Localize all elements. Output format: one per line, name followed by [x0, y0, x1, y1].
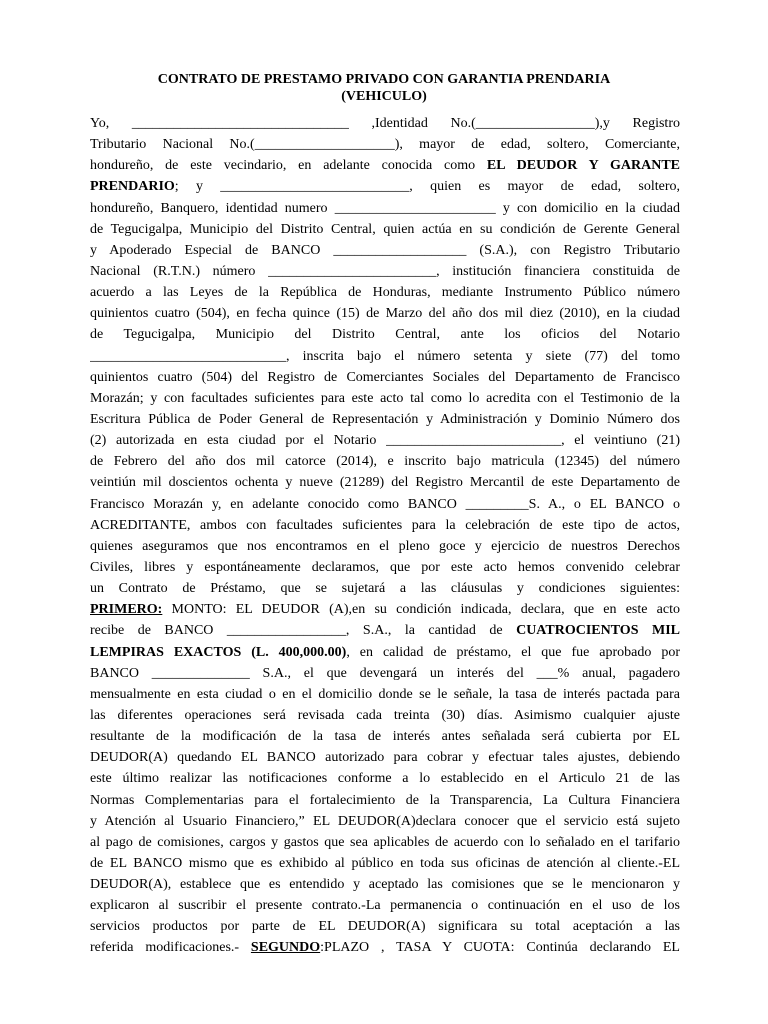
text-line [90, 768, 680, 789]
text-run: veintiún mil doscientos ochenta y nueve (21289) del Registro Mercantil de este Departamento de [90, 475, 680, 491]
text-run: Tributario Nacional No.(____________________), mayor de edad, soltero, Comerciante, [90, 137, 680, 153]
text-run: servicios productos por parte de EL DEUDOR(A) significara su total aceptación a las [90, 919, 680, 935]
text-run: Yo, _______________________________ ,Identidad No.(_________________),y Registro [90, 116, 680, 131]
text-run: hondureño, de este vecindario, en adelante conocida como [90, 158, 487, 174]
text-run: de Tegucigalpa, Municipio del Distrito Central, quien actúa en su condición de Gerente General [90, 221, 680, 237]
text-line [90, 198, 680, 219]
text-run: hondureño, Banquero, identidad numero _______________________ y con domicilio en la ciudad [90, 200, 680, 216]
text-line [90, 219, 680, 240]
text-line [90, 324, 680, 345]
text-run: Civiles, libres y espontáneamente declaramos, que por este acto hemos convenido celebrar [90, 559, 680, 575]
text-line [90, 726, 680, 747]
text-line [90, 346, 680, 367]
text-line [90, 494, 680, 515]
text-run: de Febrero del año dos mil catorce (2014), e inscrito bajo matricula (12345) del número [90, 454, 680, 470]
text-run: quinientos cuatro (504) del Registro de Comerciantes Sociales del Departamento de Francisco [90, 369, 680, 385]
text-line [90, 240, 680, 261]
text-run: las diferentes operaciones será revisada cada treinta (30) días. Asimismo cualquier ajuste [90, 707, 680, 723]
text-run: ; y ___________________________, quien es mayor de edad, soltero, [174, 179, 680, 195]
text-line [90, 430, 680, 451]
text-line [90, 747, 680, 768]
text-line [90, 642, 680, 663]
text-line [90, 684, 680, 705]
title-line-2: (VEHICULO) [341, 89, 427, 104]
text-run: Morazán; y con facultades suficientes para este acto tal como lo acredita con el Testimonio de la [90, 390, 680, 406]
text-line [90, 472, 680, 493]
text-line [90, 134, 680, 155]
text-run: Francisco Morazán y, en adelante conocido como BANCO _________S. A., o EL BANCO o [90, 496, 680, 512]
text-run: (2) autorizada en esta ciudad por el Notario _________________________, el veintiuno (21) [90, 433, 680, 449]
text-run: de EL BANCO mismo que es exhibido al público en toda sus oficinas de atención al cliente.-EL [90, 855, 680, 871]
text-line [90, 282, 680, 303]
bold-text: CUATROCIENTOS MIL [516, 623, 680, 639]
text-run: un Contrato de Préstamo, que se sujetará a las cláusulas y condiciones siguientes: [90, 581, 680, 597]
text-line [90, 790, 680, 811]
text-run: BANCO ______________ S.A., el que devengará un interés del ___% anual, pagadero [90, 665, 680, 681]
text-run: de Tegucigalpa, Municipio del Distrito Central, ante los oficios del Notario [90, 327, 680, 343]
bold-text: SEGUNDO [250, 940, 321, 956]
text-run: recibe de BANCO _________________, S.A., la cantidad de [90, 623, 517, 639]
text-line [90, 515, 680, 536]
text-line [90, 599, 680, 620]
text-line [90, 409, 680, 430]
text-line [90, 557, 680, 578]
text-run: , en calidad de préstamo, el que fue aprobado por [346, 644, 680, 660]
text-line [90, 303, 680, 324]
text-run: DEUDOR(A), establece que es entendido y aceptado las comisiones que se le mencionaron y [90, 877, 680, 893]
text-line [90, 705, 680, 726]
text-line [90, 620, 680, 641]
text-line [90, 578, 680, 599]
text-line [90, 874, 680, 895]
text-line [90, 832, 680, 853]
text-line [90, 451, 680, 472]
bold-text: LEMPIRAS EXACTOS (L. 400,000.00) [90, 644, 347, 660]
bold-text: EL DEUDOR Y GARANTE [486, 158, 680, 174]
text-run: explicaron al suscribir el presente contrato.-La permanencia o continuación en el uso de los [90, 898, 680, 914]
text-run: y Apoderado Especial de BANCO ___________________ (S.A.), con Registro Tributario [90, 242, 680, 258]
text-run: MONTO: EL DEUDOR (A),en su condición indicada, declara, que en este acto [162, 602, 680, 618]
text-run: ____________________________, inscrita bajo el número setenta y siete (77) del tomo [90, 348, 680, 364]
text-line [90, 113, 680, 134]
text-line [90, 261, 680, 282]
text-run: Normas Complementarias para el fortalecimiento de la Transparencia, La Cultura Financiera [90, 792, 680, 808]
text-run: acuerdo a las Leyes de la República de Honduras, mediante Instrumento Público número [90, 285, 680, 301]
text-line [90, 155, 680, 176]
text-run: resultante de la modificación de la tasa de interés antes señalada será cubierta por EL [90, 729, 680, 745]
text-line [90, 811, 680, 832]
text-run: :PLAZO , TASA Y CUOTA: Continúa declarando EL [320, 940, 680, 956]
text-line [90, 916, 680, 937]
text-line [90, 853, 680, 874]
text-run: quienes aseguramos que nos encontramos en el pleno goce y ejercicio de nuestros Derechos [90, 538, 680, 554]
bold-text: PRIMERO: [90, 602, 163, 618]
text-line [90, 367, 680, 388]
title-line-1: CONTRATO DE PRESTAMO PRIVADO CON GARANTIA PRENDARIA [157, 72, 611, 87]
text-run: y Atención al Usuario Financiero,” EL DEUDOR(A)declara conocer que el servicio está sujeto [90, 813, 680, 829]
text-run: al pago de comisiones, cargos y gastos que sea aplicables de acuerdo con lo señalado en el tarifario [90, 834, 680, 850]
text-line [90, 937, 680, 958]
document-title [90, 71, 678, 105]
bold-text: PRENDARIO [90, 179, 175, 195]
text-line [90, 663, 680, 684]
text-run: mensualmente en esta ciudad o en el domicilio donde se le señale, la tasa de interés pactada para [90, 686, 680, 702]
contract-body [90, 113, 680, 959]
text-run: ACREDITANTE, ambos con facultades suficientes para la celebración de este tipo de actos, [90, 517, 680, 533]
text-line [90, 536, 680, 557]
text-line [90, 895, 680, 916]
text-run: este último realizar las notificaciones conforme a lo establecido en el Articulo 21 de las [90, 771, 680, 787]
text-run: Nacional (R.T.N.) número ________________________, institución financiera constituida de [90, 263, 680, 279]
text-run: referida modificaciones.- [90, 940, 251, 956]
text-line [90, 176, 680, 197]
text-run: Escritura Pública de Poder General de Representación y Administración y Dominio Número dos [90, 411, 680, 427]
text-run: quinientos cuatro (504), en fecha quince (15) de Marzo del año dos mil diez (2010), en la ciudad [90, 306, 680, 322]
text-line [90, 388, 680, 409]
text-run: DEUDOR(A) quedando EL BANCO autorizado para cobrar y efectuar tales ajustes, debiendo [90, 750, 680, 766]
